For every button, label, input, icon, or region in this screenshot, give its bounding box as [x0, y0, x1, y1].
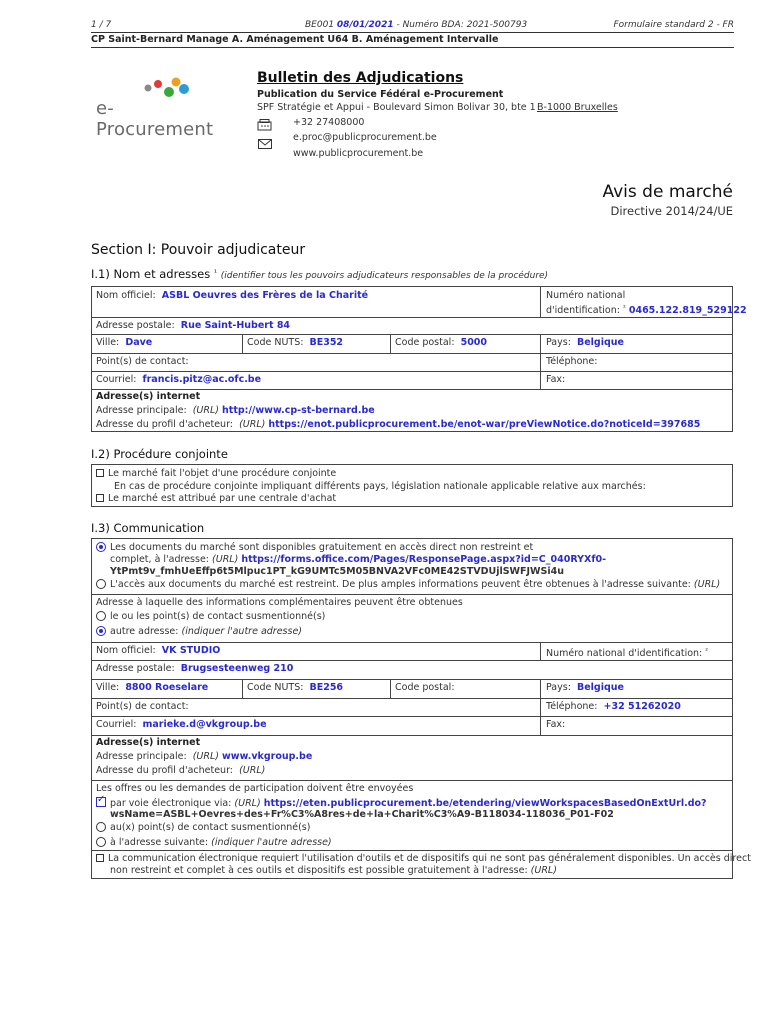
courriel-label: Courriel:	[96, 719, 137, 730]
i13-internet-cell	[92, 735, 312, 778]
i11-internet-cell	[92, 389, 700, 432]
section-title: Section I: Pouvoir adjudicateur	[91, 242, 306, 258]
bulletin-phone: +32 27408000	[293, 117, 365, 128]
pays-value: Belgique	[576, 682, 624, 693]
bulletin-title: Bulletin des Adjudications	[257, 70, 464, 86]
pays-label: Pays:	[546, 337, 571, 348]
info-title: Adresse à laquelle des informations complémentaires peuvent être obtenues	[96, 597, 463, 608]
i13-cp-cell: Code postal:	[395, 682, 455, 693]
docs-url-tag: (URL)	[212, 554, 239, 565]
bda-number: - Numéro BDA: 2021-500793	[396, 20, 528, 30]
restricted-url-tag: (URL)	[693, 579, 721, 590]
docs-restricted-text: L'accès aux documents du marché est restreint. De plus amples informations peuvent être obtenues à l'adresse suivante:	[110, 579, 691, 590]
adresse-label: Adresse postale:	[96, 320, 175, 331]
docs-restricted-radio[interactable]	[96, 579, 106, 589]
nom-value: ASBL Oeuvres des Frères de la Charité	[161, 290, 369, 301]
nuts-value: BE256	[309, 682, 344, 693]
tel-value: +32 51262020	[603, 701, 681, 712]
offres-opt3	[96, 837, 332, 849]
i13-tel-cell	[542, 698, 681, 713]
eprocurement-logo	[96, 74, 226, 140]
info-contact-radio[interactable]	[96, 611, 106, 621]
joint-procedure-label: Le marché fait l'objet d'une procédure conjointe	[108, 468, 337, 479]
url-tag: (URL)	[530, 865, 557, 876]
ville-label: Ville:	[96, 682, 120, 693]
offres-opt2-text: au(x) point(s) de contact susmentionné(s)	[110, 822, 311, 833]
info-opt1-text: le ou les point(s) de contact susmentionné(s)	[110, 611, 326, 622]
i11-pays-cell	[542, 334, 624, 349]
info-other-radio[interactable]	[96, 626, 106, 636]
i13-pays-cell	[542, 679, 624, 694]
i13-table	[91, 538, 751, 879]
ville-value: 8800 Roeselare	[125, 682, 209, 693]
nom-label: Nom officiel:	[96, 645, 156, 656]
page-number: 1 / 7	[91, 20, 112, 30]
offres-electronic-checkbox[interactable]	[96, 797, 106, 807]
principale-label: Adresse principale:	[96, 405, 187, 416]
cp-value: 5000	[460, 337, 488, 348]
docs-url[interactable]: https://forms.office.com/Pages/ResponsePage.aspx?id=C_040RYXf0-	[241, 554, 607, 565]
num-label-2: d'identification:	[546, 305, 620, 316]
i12-title: I.2) Procédure conjointe	[91, 447, 228, 461]
docs-restricted	[96, 579, 720, 591]
i12-line3	[96, 493, 336, 505]
profil-label: Adresse du profil d'acheteur:	[96, 419, 234, 430]
notice-directive: Directive 2014/24/UE	[610, 204, 733, 218]
i12-line1	[96, 468, 336, 480]
internet-title: Adresse(s) internet	[96, 391, 201, 402]
logo-text: e-Procurement	[96, 98, 214, 140]
mail-icon	[258, 134, 272, 153]
i11-table	[91, 286, 747, 432]
form-type: Formulaire standard 2 - FR	[613, 20, 734, 30]
i13-ville-cell	[92, 679, 208, 694]
docs-free-radio[interactable]	[96, 542, 106, 552]
elec-line1-text: La communication électronique requiert l'utilisation d'outils et de dispositifs qui ne sont pas généralement disponibles. Un accès direct	[108, 853, 751, 864]
nom-label: Nom officiel:	[96, 290, 156, 301]
ville-label: Ville:	[96, 337, 120, 348]
docs-line2-text: complet, à l'adresse:	[110, 554, 209, 565]
i11-tel-cell: Téléphone:	[546, 356, 598, 367]
info-opt2-text: autre adresse:	[110, 626, 179, 637]
i11-nom-cell	[92, 287, 368, 302]
ville-value: Dave	[125, 337, 153, 348]
phone-icon	[257, 116, 273, 135]
principale-value[interactable]: http://www.cp-st-bernard.be	[222, 405, 375, 416]
url-tag: (URL)	[192, 751, 219, 762]
nom-value: VK STUDIO	[161, 645, 221, 656]
elec-line2-text: non restreint et complet à ces outils et dispositifs est possible gratuitement à l'adresse:	[110, 865, 528, 876]
url-tag: (URL)	[239, 419, 266, 430]
num-sup: ²	[705, 647, 709, 655]
offres-opt3-text: à l'adresse suivante:	[110, 837, 209, 848]
docs-line1	[96, 542, 533, 554]
principale-label: Adresse principale:	[96, 751, 187, 762]
elec-tools-checkbox[interactable]	[96, 854, 104, 862]
central-purchasing-checkbox[interactable]	[96, 494, 104, 502]
i13-nuts-cell	[243, 679, 343, 694]
pays-value: Belgique	[576, 337, 624, 348]
bulletin-city: B-1000 Bruxelles	[537, 102, 618, 113]
logo-dots-icon	[96, 74, 226, 100]
num-sup: ²	[623, 304, 626, 312]
i13-courriel-cell	[92, 716, 267, 731]
profil-value[interactable]: https://enot.publicprocurement.be/enot-war/preViewNotice.do?noticeId=397685	[268, 419, 701, 430]
bulletin-email[interactable]: e.proc@publicprocurement.be	[293, 132, 437, 143]
elec-line2	[110, 865, 557, 877]
docs-line2	[110, 554, 606, 566]
elec-line1	[96, 853, 751, 865]
offres-contact-radio[interactable]	[96, 822, 106, 832]
i13-contact-cell: Point(s) de contact:	[96, 701, 189, 712]
i11-num-cell	[542, 287, 747, 317]
notice-title: Avis de marché	[602, 182, 733, 202]
url-tag: (URL)	[239, 765, 266, 776]
i12-table	[91, 464, 733, 507]
offres-opt2	[96, 822, 310, 834]
tel-label: Téléphone:	[546, 701, 598, 712]
i13-nom-cell	[92, 642, 220, 657]
bulletin-subtitle: Publication du Service Fédéral e-Procurement	[257, 89, 504, 100]
bulletin-address: SPF Stratégie et Appui - Boulevard Simon Bolivar 30, bte 1	[257, 102, 536, 113]
num-label: Numéro national d'identification:	[546, 648, 703, 659]
i11-sup: ¹	[213, 268, 218, 277]
profil-label: Adresse du profil d'acheteur:	[96, 765, 234, 776]
joint-procedure-checkbox[interactable]	[96, 469, 104, 477]
i11-heading	[91, 267, 548, 281]
info-opt2-hint: (indiquer l'autre adresse)	[181, 626, 302, 637]
i11-ville-cell	[92, 334, 152, 349]
i11-adresse-cell	[92, 317, 290, 332]
i13-title: I.3) Communication	[91, 521, 205, 535]
internet-title: Adresse(s) internet	[96, 737, 201, 748]
nuts-value: BE352	[309, 337, 344, 348]
cp-label: Code postal:	[395, 337, 455, 348]
pays-label: Pays:	[546, 682, 571, 693]
header-rule	[91, 32, 734, 33]
doc-reference	[305, 20, 527, 30]
i11-nuts-cell	[243, 334, 343, 349]
offres-address-radio[interactable]	[96, 837, 106, 847]
i11-fax-cell: Fax:	[546, 374, 566, 385]
i13-adresse-cell	[92, 660, 293, 675]
info-opt2	[96, 626, 302, 638]
i11-title: I.1) Nom et adresses	[91, 267, 211, 281]
doc-id: BE001	[305, 20, 335, 30]
nuts-label: Code NUTS:	[247, 337, 304, 348]
offres-url-cont[interactable]: wsName=ASBL+Oevres+des+Fr%C3%A8res+de+la+Charit%C3%A9-B118034-118036_P01-F02	[110, 809, 614, 820]
info-opt1	[96, 611, 325, 623]
adresse-value: Brugsesteenweg 210	[180, 663, 294, 674]
i11-contact-cell: Point(s) de contact:	[96, 356, 189, 367]
courriel-value[interactable]: francis.pitz@ac.ofc.be	[142, 374, 262, 385]
i11-hint: (identifier tous les pouvoirs adjudicateurs responsables de la procédure)	[220, 271, 549, 281]
url-tag: (URL)	[192, 405, 219, 416]
i12-line2: En cas de procédure conjointe impliquant différents pays, législation nationale applicable relative aux marchés:	[114, 481, 646, 492]
adresse-value: Rue Saint-Hubert 84	[180, 320, 291, 331]
url-tag: (URL)	[234, 798, 261, 809]
nuts-label: Code NUTS:	[247, 682, 304, 693]
docs-url-cont[interactable]: YtPmt9v_fmhUeEffp6t5Mlpuc1PT_kG9UMTc5M05BNVA2VFc0ME42STVDUjlSWFJWSi4u	[110, 566, 565, 577]
offres-opt1-text: par voie électronique via:	[110, 798, 232, 809]
courriel-label: Courriel:	[96, 374, 137, 385]
subject-line: CP Saint-Bernard Manage A. Aménagement U64 B. Aménagement Intervalle	[91, 34, 499, 45]
courriel-value[interactable]: marieke.d@vkgroup.be	[142, 719, 267, 730]
offres-opt3-hint: (indiquer l'autre adresse)	[211, 837, 332, 848]
num-value: 0465.122.819_529122	[628, 305, 747, 316]
principale-value[interactable]: www.vkgroup.be	[222, 751, 313, 762]
i13-fax-cell: Fax:	[546, 719, 566, 730]
bulletin-web[interactable]: www.publicprocurement.be	[293, 148, 424, 159]
doc-date: 08/01/2021	[336, 20, 394, 30]
offres-url[interactable]: https://eten.publicprocurement.be/etendering/viewWorkspacesBasedOnExtUrl.do?	[263, 798, 707, 809]
offres-title: Les offres ou les demandes de participation doivent être envoyées	[96, 783, 414, 794]
adresse-label: Adresse postale:	[96, 663, 175, 674]
docs-line1-text: Les documents du marché sont disponibles gratuitement en accès direct non restreint et	[110, 542, 534, 553]
i13-num-cell	[542, 642, 708, 660]
i11-courriel-cell	[92, 371, 261, 386]
subject-rule	[91, 47, 734, 48]
num-label: Numéro national	[546, 290, 626, 301]
i11-cp-cell	[391, 334, 487, 349]
central-purchasing-label: Le marché est attribué par une centrale d'achat	[108, 493, 337, 504]
